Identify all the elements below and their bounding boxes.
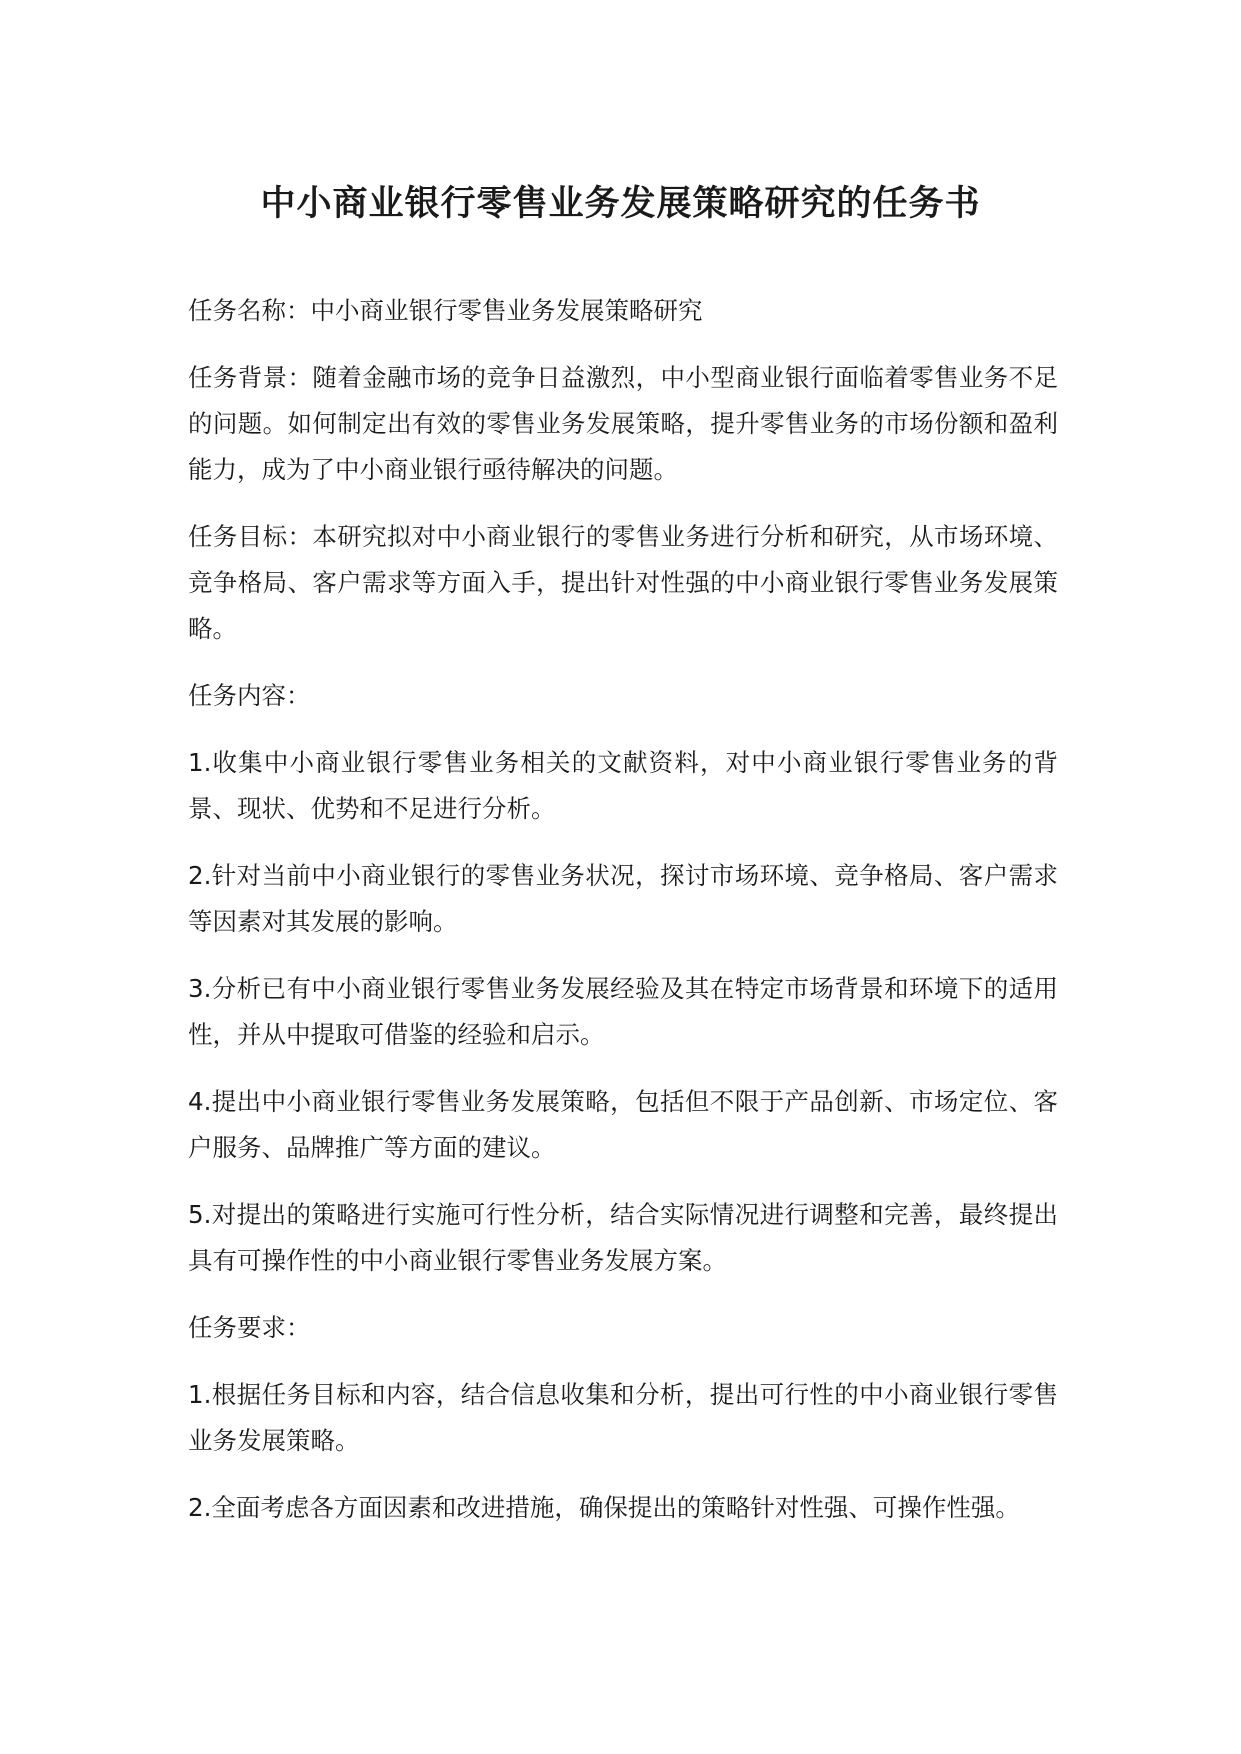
task-requirement-item-2: 2.全面考虑各方面因素和改进措施，确保提出的策略针对性强、可操作性强。 [188,1493,1020,1522]
task-content-item-1: 1.收集中小商业银行零售业务相关的文献资料，对中小商业银行零售业务的背景、现状、优势和不足进行分析。 [188,748,1058,823]
task-background-paragraph: 任务背景：随着金融市场的竞争日益激烈，中小型商业银行面临着零售业务不足的问题。如何制定出有效的零售业务发展策略，提升零售业务的市场份额和盈利能力，成为了中小商业银行亟待解决的问题。 [188,363,1058,484]
task-requirements-heading: 任务要求： [188,1313,311,1342]
task-content-item-2: 2.针对当前中小商业银行的零售业务状况，探讨市场环境、竞争格局、客户需求等因素对其发展的影响。 [188,861,1058,936]
task-content-heading: 任务内容： [188,681,311,710]
document-title: 中小商业银行零售业务发展策略研究的任务书 [260,184,981,224]
document-body [188,288,1058,1552]
task-content-item-5: 5.对提出的策略进行实施可行性分析，结合实际情况进行调整和完善，最终提出具有可操作性的中小商业银行零售业务发展方案。 [188,1200,1058,1275]
task-requirement-item-1: 1.根据任务目标和内容，结合信息收集和分析，提出可行性的中小商业银行零售业务发展策略。 [188,1380,1058,1455]
task-goal-paragraph: 任务目标：本研究拟对中小商业银行的零售业务进行分析和研究，从市场环境、竞争格局、客户需求等方面入手，提出针对性强的中小商业银行零售业务发展策略。 [188,522,1058,643]
task-name-paragraph: 任务名称：中小商业银行零售业务发展策略研究 [188,296,703,325]
task-content-item-4: 4.提出中小商业银行零售业务发展策略，包括但不限于产品创新、市场定位、客户服务、品牌推广等方面的建议。 [188,1087,1058,1162]
task-content-item-3: 3.分析已有中小商业银行零售业务发展经验及其在特定市场背景和环境下的适用性，并从中提取可借鉴的经验和启示。 [188,974,1058,1049]
